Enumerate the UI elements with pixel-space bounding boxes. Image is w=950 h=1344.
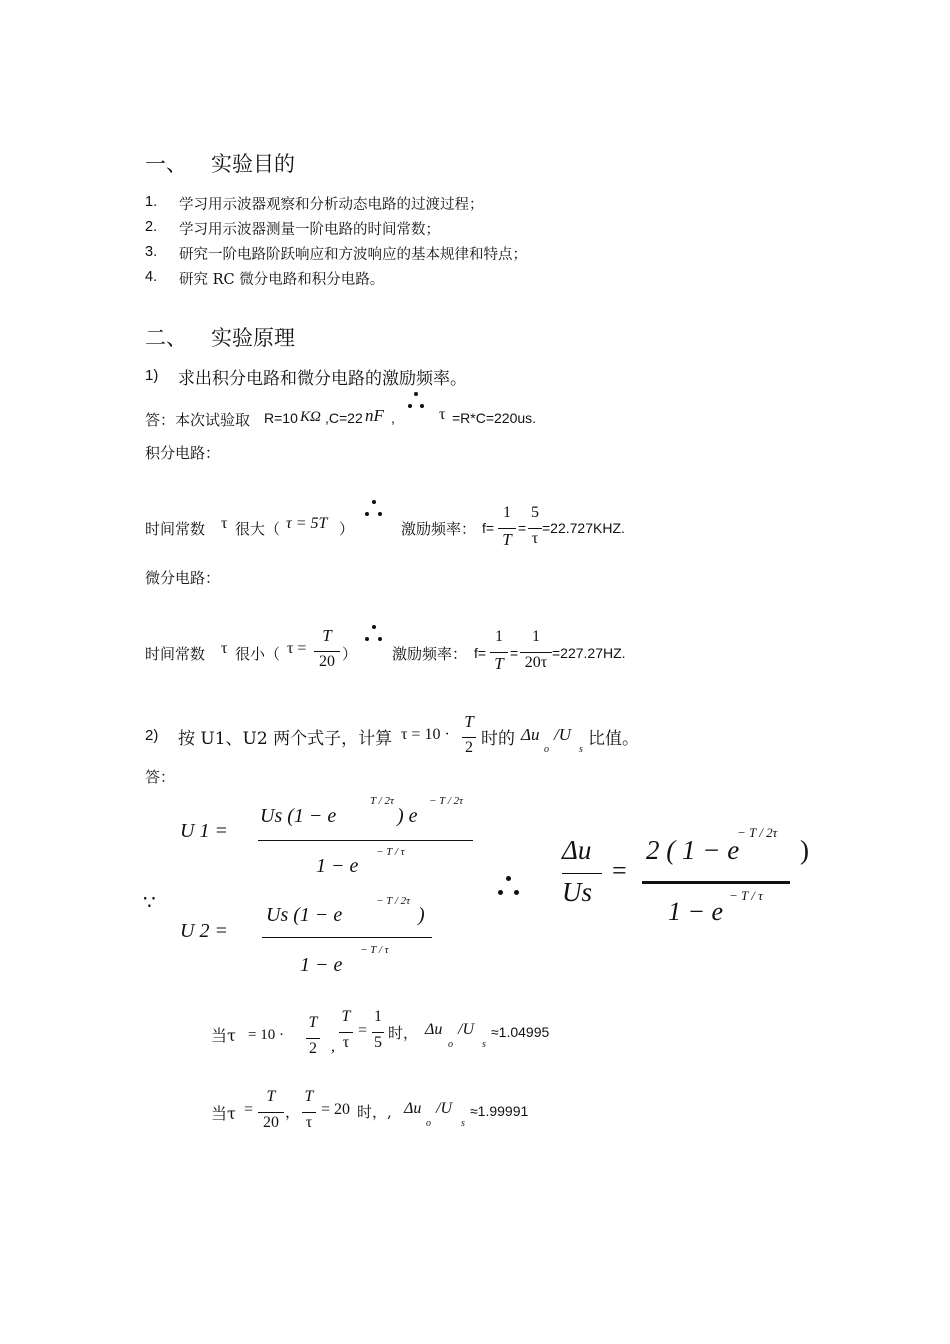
u2-lhs: U 2 =: [180, 920, 228, 942]
subscript-o: o: [426, 1118, 431, 1129]
question-text: 求出积分电路和微分电路的激励频率。: [178, 369, 467, 389]
denominator: τ: [305, 1114, 313, 1131]
u1-num-exponent2: − T / 2τ: [429, 795, 464, 807]
denominator: T: [502, 530, 512, 549]
differential-prefix: 时间常数: [145, 645, 206, 663]
comma: ，: [285, 1103, 301, 1121]
close-paren: ）: [342, 645, 358, 663]
fraction-1-over-20tau: [520, 628, 552, 674]
numerator: 1: [532, 628, 540, 645]
subscript-o: o: [448, 1039, 453, 1050]
section2-number: 二、: [145, 326, 187, 350]
fraction-1-over-T: [490, 628, 508, 674]
denominator: 20: [319, 653, 335, 670]
result-lhs-bar: [562, 873, 602, 874]
integral-result: =22.727KHZ.: [542, 520, 625, 536]
differential-small: 很小（: [235, 645, 281, 663]
result-num-exponent: − T / 2τ: [737, 825, 778, 840]
numerator: T: [266, 1088, 276, 1105]
freq-label: 激励频率：: [401, 520, 477, 538]
numerator: 5: [531, 504, 539, 521]
fraction-T-over-20: [314, 626, 340, 674]
list-item: 学习用示波器观察和分析动态电路的过渡过程；: [179, 197, 484, 213]
list-item: 研究 RC 微分电路和积分电路。: [179, 272, 385, 288]
delta-u: Δu: [404, 1100, 422, 1117]
slash-U: /U: [436, 1100, 452, 1117]
case2-when: 当τ: [211, 1104, 236, 1123]
resistance-value: R=10: [264, 410, 298, 426]
case1-result: ≈1.04995: [491, 1024, 550, 1040]
case2-time: 时，,: [357, 1103, 392, 1121]
equals: =: [510, 645, 519, 661]
time-constant-value: =R*C=220us.: [452, 410, 537, 426]
subscript-s: s: [482, 1039, 486, 1050]
u2-denominator: 1 − e: [300, 954, 343, 976]
equals: =: [518, 520, 527, 536]
result-equals: =: [612, 856, 627, 885]
u2-num-exponent: − T / 2τ: [376, 895, 411, 907]
tau-expression: τ = 10 ·: [401, 726, 450, 743]
numerator: 1: [503, 504, 511, 521]
u1-denominator: 1 − e: [316, 855, 359, 877]
u2-numerator: Us (1 − e: [266, 904, 343, 926]
question-text: 按 U1、U2 两个式子，计算: [178, 729, 393, 749]
fraction-1-over-T: [498, 504, 516, 550]
freq-label: 激励频率：: [392, 645, 468, 663]
ratio-word: 比值。: [588, 729, 639, 749]
result-denominator: 1 − e: [668, 897, 724, 926]
tau-symbol: τ: [221, 640, 228, 657]
equals: =: [358, 1022, 368, 1039]
slash-U: /U: [458, 1021, 474, 1038]
result-lhs-denominator: Us: [562, 877, 593, 907]
section2-title: 实验原理: [211, 326, 295, 350]
result-lhs-numerator: Δu: [562, 835, 592, 865]
case2-result: ≈1.99991: [470, 1103, 529, 1119]
u1-num-mid: ) e: [397, 805, 418, 827]
list-item: 研究一阶电路阶跃响应和方波响应的基本规律和特点；: [179, 247, 527, 263]
numerator: 1: [495, 628, 503, 645]
time-word: 时的: [481, 729, 515, 749]
delta-u: Δu: [425, 1021, 443, 1038]
numerator: T: [322, 626, 332, 645]
fraction-T-over-2: [306, 1014, 320, 1060]
denominator: T: [494, 654, 504, 673]
answer-label: 答：: [145, 768, 176, 786]
equals-20: = 20: [321, 1101, 351, 1118]
subscript-o: o: [544, 744, 549, 755]
numerator: T: [464, 712, 474, 731]
u2-fraction-bar: [262, 937, 432, 938]
u2-den-exponent: − T / τ: [360, 944, 389, 956]
tau-symbol: τ: [221, 515, 228, 532]
u1-fraction-bar: [258, 840, 473, 841]
question-number: 1): [145, 367, 159, 384]
integral-big: 很大（: [235, 520, 281, 538]
denominator: 2: [465, 739, 473, 756]
denominator: τ: [531, 530, 539, 547]
integral-label: 积分电路：: [145, 444, 221, 462]
numerator: T: [304, 1088, 314, 1105]
u1-lhs: U 1 =: [180, 820, 228, 842]
list-number: 2.: [145, 219, 158, 235]
case2-eq: =: [244, 1101, 254, 1118]
result-num-close: ): [800, 835, 809, 865]
denominator: 20τ: [524, 654, 548, 671]
comma: ,: [331, 1038, 335, 1055]
list-item: 学习用示波器测量一阶电路的时间常数；: [179, 222, 440, 238]
slash-U: /U: [554, 725, 571, 744]
denominator: τ: [342, 1034, 350, 1051]
u2-num-close: ): [418, 904, 425, 926]
integral-prefix: 时间常数: [145, 520, 206, 538]
result-numerator: 2 ( 1 − e: [646, 835, 740, 865]
comma: ,: [391, 410, 395, 426]
fraction-T-over-tau: [302, 1088, 316, 1134]
u1-numerator: Us (1 − e: [260, 805, 337, 827]
section1-number: 一、: [145, 152, 187, 176]
result-den-exponent: − T / τ: [729, 888, 763, 903]
result-fraction-bar: [642, 881, 790, 884]
fraction-T-over-2: [462, 712, 476, 760]
because-symbol: ∵: [143, 892, 156, 914]
integral-condition: τ = 5T: [286, 515, 328, 532]
denominator: 2: [309, 1040, 317, 1057]
section1-title: 实验目的: [211, 152, 295, 176]
list-number: 3.: [145, 244, 158, 260]
list-number: 1.: [145, 194, 158, 210]
u1-den-exponent: − T / τ: [376, 846, 405, 858]
fraction-5-over-tau: [528, 504, 542, 550]
differential-result: =227.27HZ.: [552, 645, 626, 661]
list-number: 4.: [145, 269, 158, 285]
denominator: 5: [374, 1034, 382, 1051]
condition-lhs: τ =: [287, 640, 307, 657]
u1-num-exponent: T / 2τ: [370, 795, 394, 807]
differential-label: 微分电路：: [145, 569, 221, 587]
capacitance-value: ,C=22: [325, 410, 363, 426]
ohm-unit: KΩ: [300, 409, 321, 425]
tau-symbol: τ: [439, 406, 446, 423]
subscript-s: s: [461, 1118, 465, 1129]
question-number: 2): [145, 727, 159, 744]
f-label: f=: [482, 520, 495, 536]
answer-prefix: 答：本次试验取: [145, 411, 251, 429]
case1-time: 时，: [388, 1024, 419, 1042]
case1-when: 当τ: [211, 1026, 236, 1045]
numerator: 1: [374, 1008, 382, 1025]
denominator: 20: [263, 1114, 279, 1131]
f-label: f=: [474, 645, 487, 661]
fraction-T-over-20: [258, 1088, 284, 1134]
numerator: T: [308, 1014, 318, 1031]
close-paren: ）: [339, 520, 355, 538]
numerator: T: [341, 1008, 351, 1025]
case1-eq: = 10 ·: [248, 1027, 284, 1043]
delta-u: Δu: [521, 725, 540, 744]
fraction-T-over-tau: [339, 1008, 353, 1054]
fraction-1-over-5: [372, 1008, 384, 1054]
nf-unit: nF: [365, 406, 384, 425]
subscript-s: s: [579, 744, 583, 755]
